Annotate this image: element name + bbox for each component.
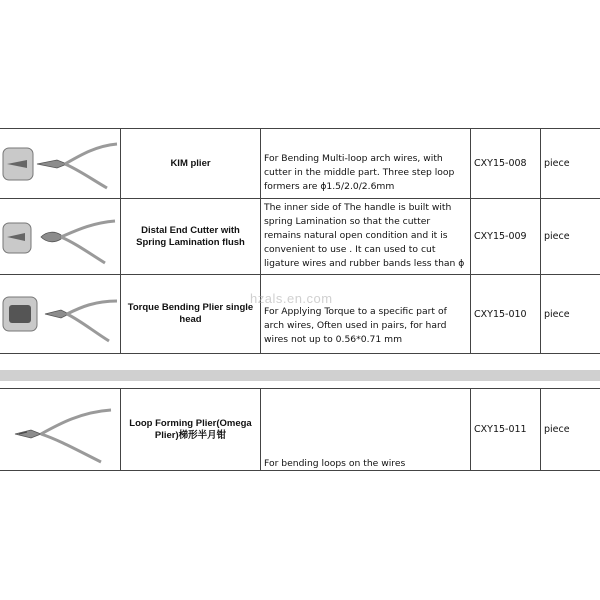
- product-code: CXY15-011: [474, 424, 527, 435]
- section-separator: [0, 370, 600, 381]
- product-description: The inner side of The handle is built with spring Lamination so that the cutter remains natural open condition and it is convenient to use . It can used to cut ligature wires and rubber bands less than ϕ: [264, 202, 465, 269]
- product-unit: piece: [544, 231, 570, 242]
- product-description: For bending loops on the wires: [264, 458, 406, 469]
- torque-bending-plier-icon: [1, 281, 119, 347]
- table-border-bottom: [0, 353, 600, 354]
- product-name: KIM plier: [170, 157, 211, 169]
- kim-plier-icon: [1, 134, 119, 194]
- product-code: CXY15-008: [474, 158, 527, 169]
- watermark: hzals.en.com: [250, 291, 333, 306]
- loop-forming-plier-icon: [1, 394, 119, 466]
- product-unit: piece: [544, 308, 570, 320]
- product-name: Loop Forming Plier(Omega Plier)梯形半月钳: [129, 417, 252, 441]
- product-image: [0, 129, 120, 198]
- product-description: For Applying Torque to a specific part of arch wires, Often used in pairs, for hard wires not up to 0.56*0.71 mm: [264, 306, 447, 345]
- product-image: [0, 275, 120, 353]
- product-image: [0, 389, 120, 470]
- product-name: Torque Bending Plier single head: [127, 302, 254, 325]
- product-name: Distal End Cutter with Spring Lamination flush: [136, 224, 245, 248]
- table-border-bottom: [0, 470, 600, 471]
- product-description: For Bending Multi-loop arch wires, with cutter in the middle part. Three step loop formers are ϕ1.5/2.0/2.6mm: [264, 153, 455, 192]
- product-unit: piece: [544, 424, 570, 435]
- product-image: [0, 199, 120, 274]
- product-unit: piece: [544, 158, 570, 169]
- product-code: CXY15-010: [474, 308, 527, 320]
- distal-end-cutter-icon: [1, 205, 119, 269]
- product-code: CXY15-009: [474, 231, 527, 242]
